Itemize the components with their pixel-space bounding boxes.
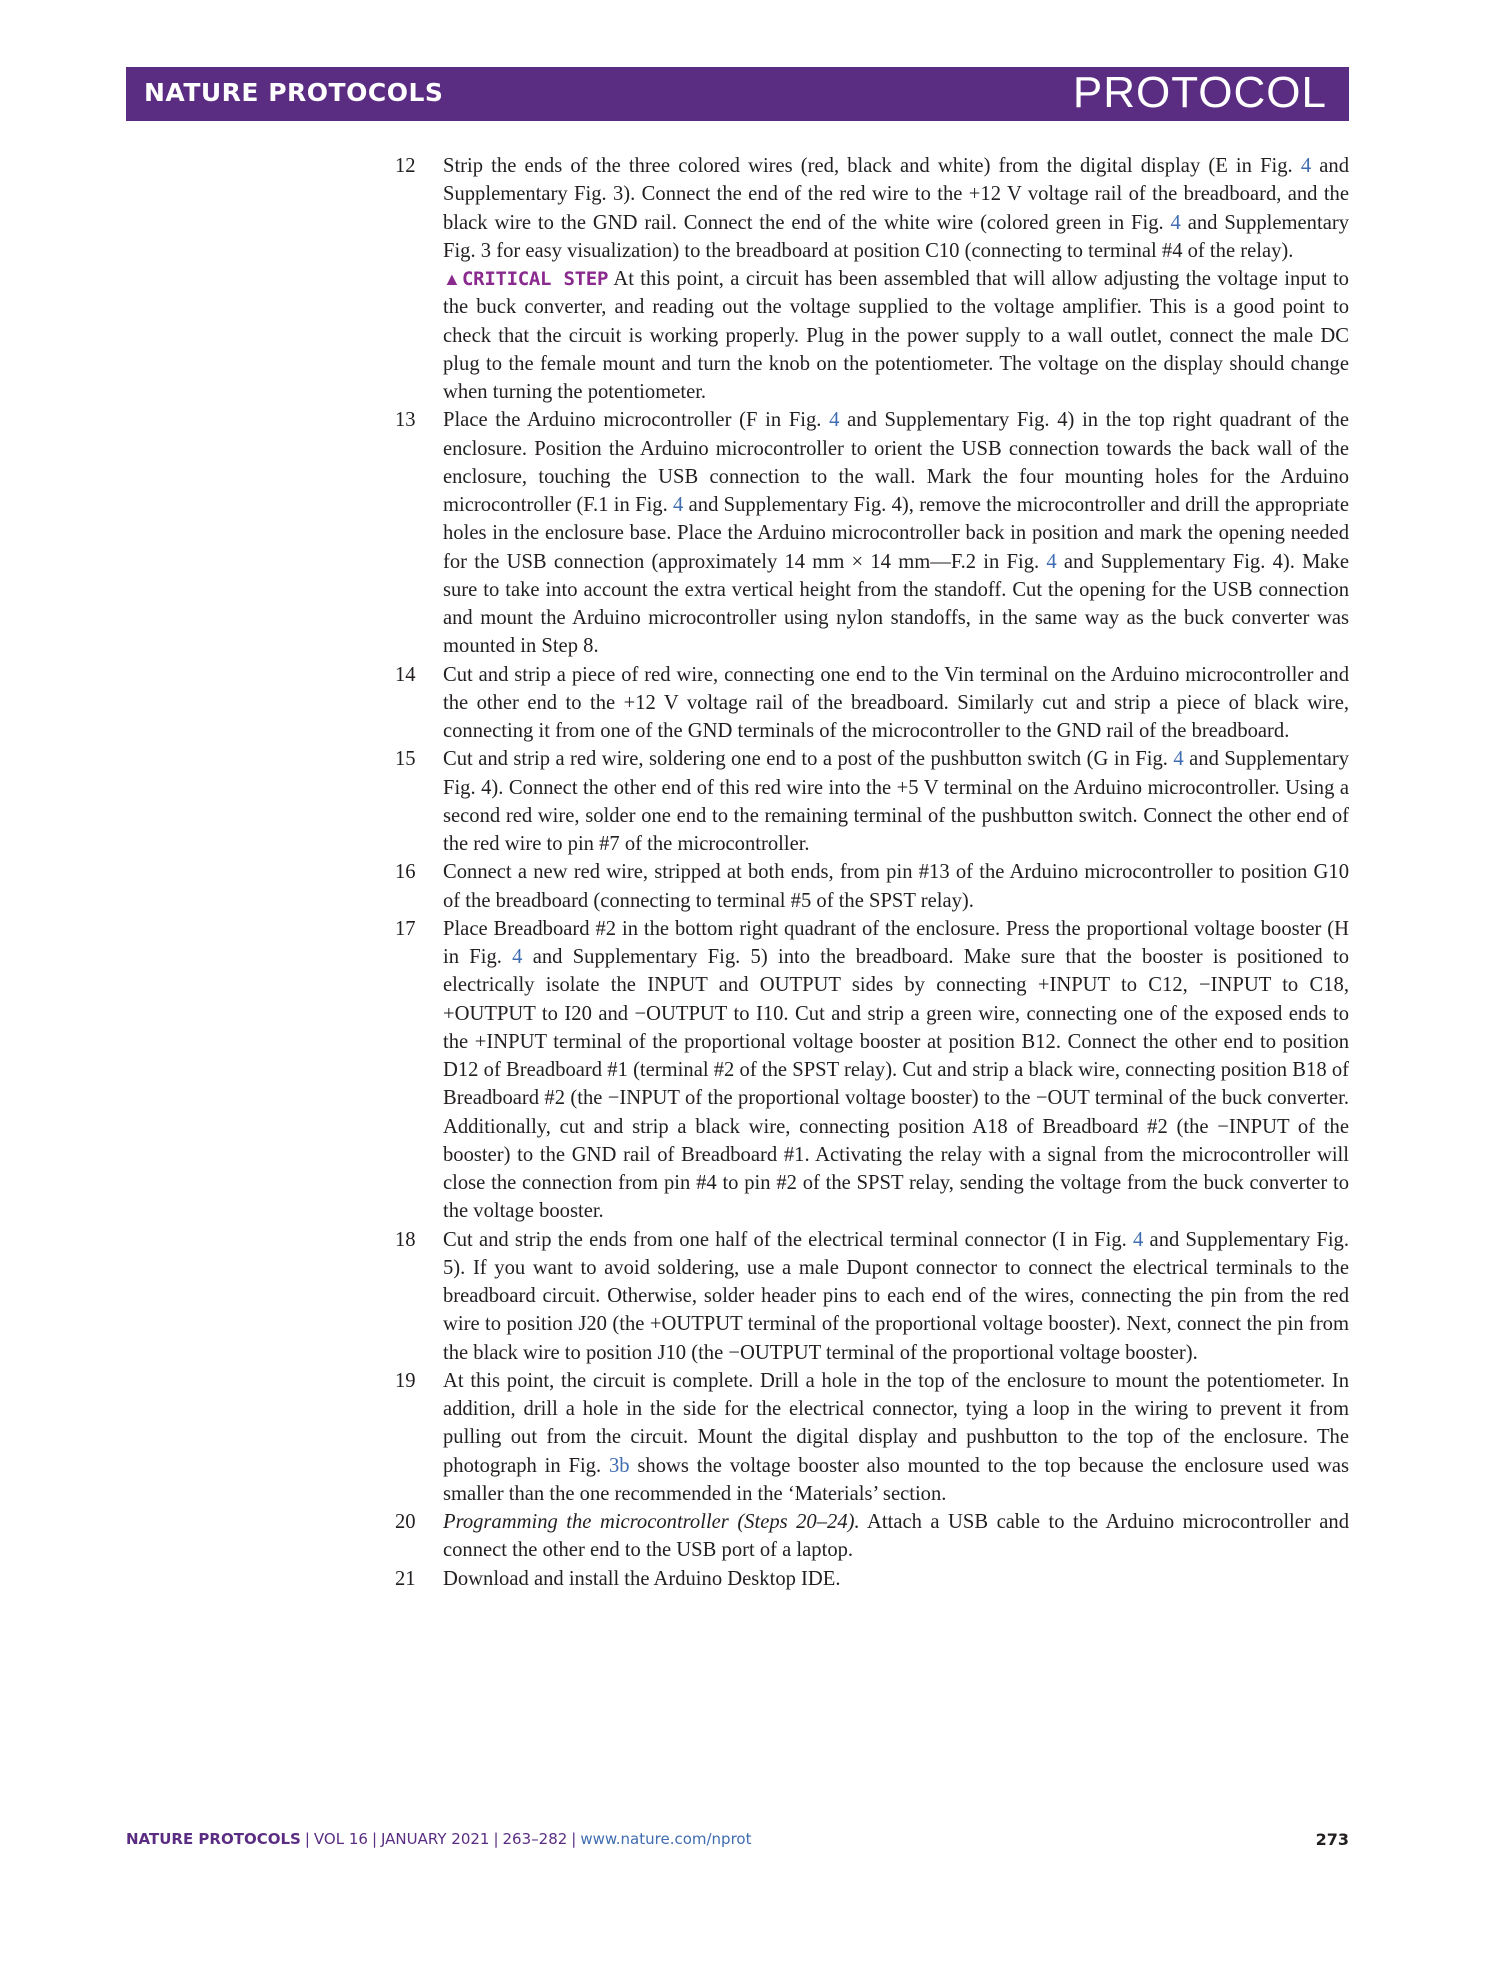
step-number: 16 <box>395 861 416 884</box>
footer-citation <box>126 1830 751 1848</box>
step-21 <box>395 1565 1349 1593</box>
critical-text: At this point, a circuit has been assembled that will allow adjusting the voltage input to the buck converter, and reading out the voltage supplied to the voltage amplifier. This is a good point to check that the circuit is working properly. Plug in the power supply to a wall outlet, connect the male DC plug to the female mount and turn the knob on the potentiometer. The voltage on the display should change when turning the potentiometer. <box>443 268 1349 403</box>
text: and Supplementary Fig. 4). Make sure to take into account the extra vertical height from the standoff. Cut the opening for the USB connection and mount the Arduino microcontroller using nylon standoffs, in the same way as the buck converter was mounted in Step 8. <box>443 550 1349 658</box>
figure-link[interactable]: 4 <box>1046 550 1057 573</box>
step-text <box>443 1226 1349 1367</box>
step-text <box>443 745 1349 858</box>
step-18 <box>395 1226 1349 1367</box>
figure-link[interactable]: 3b <box>608 1454 630 1477</box>
text: and Supplementary Fig. 5). If you want to avoid soldering, use a male Dupont connector to connect the electrical terminals to the breadboard circuit. Otherwise, solder header pins to each end of the wires, connecting the pin from the red wire to position J20 (the +OUTPUT terminal of the proportional voltage booster). Next, connect the pin from the black wire to position J10 (the −OUTPUT terminal of the proportional voltage booster). <box>443 1228 1349 1364</box>
page-number: 273 <box>1315 1830 1349 1849</box>
figure-link[interactable]: 4 <box>1133 1228 1144 1251</box>
page-footer <box>126 1830 1349 1854</box>
text: and Supplementary Fig. 4), remove the microcontroller and drill the appropriate holes in the enclosure base. Place the Arduino microcontroller back in position and mark the opening needed for the USB connection (approximately 14 mm × 14 mm—F.2 in Fig. <box>443 494 1349 573</box>
figure-link[interactable]: 4 <box>673 494 684 516</box>
step-text <box>443 661 1349 746</box>
step-number: 18 <box>395 1228 416 1251</box>
step-number: 12 <box>395 155 416 177</box>
figure-link[interactable]: 4 <box>829 409 840 432</box>
step-13 <box>395 406 1349 660</box>
critical-step-label: CRITICAL STEP <box>462 268 609 290</box>
footer-url-link[interactable]: www.nature.com/nprot <box>580 1830 752 1848</box>
step-12 <box>395 152 1349 406</box>
footer-separator: | <box>371 1830 377 1848</box>
step-17 <box>395 915 1349 1226</box>
text: Cut and strip a piece of red wire, connecting one end to the Vin terminal on the Arduino microcontroller and the other end to the +12 V voltage rail of the breadboard. Similarly cut and strip a piece of black wire, connecting it from one of the GND terminals of the microcontroller to the GND rail of the breadboard. <box>443 663 1349 742</box>
step-text <box>443 1508 1349 1565</box>
text: Cut and strip a red wire, soldering one end to a post of the pushbutton switch (G in Fig. <box>443 748 1174 771</box>
footer-date: JANUARY 2021 <box>381 1830 490 1848</box>
step-number: 17 <box>395 917 416 940</box>
footer-separator: | <box>493 1830 499 1848</box>
text: and Supplementary Fig. 4) in the top right quadrant of the enclosure. Position the Arduino microcontroller to orient the USB connection towards the back wall of the enclosure, touching the USB connection to the wall. Mark the four mounting holes for the Arduino microcontroller (F.1 in Fig. <box>443 409 1349 516</box>
header-bar <box>126 67 1349 121</box>
text: and Supplementary Fig. 4). Connect the other end of this red wire into the +5 V terminal on the Arduino microcontroller. Using a second red wire, solder one end to the remaining terminal of the pushbutton switch. Connect the other end of the red wire to pin #7 of the microcontroller. <box>443 748 1349 855</box>
step-number: 19 <box>395 1369 416 1392</box>
figure-link[interactable]: 4 <box>1170 211 1181 234</box>
text: Place Breadboard #2 in the bottom right quadrant of the enclosure. Press the proportional voltage booster (H in Fig. <box>443 917 1349 968</box>
step-text <box>443 858 1349 915</box>
procedure-steps <box>395 152 1349 1593</box>
step-text <box>443 152 1349 265</box>
text: shows the voltage booster also mounted to the top because the enclosure used was smaller than the one recommended in the ‘Materials’ section. <box>443 1454 1349 1505</box>
step-number: 13 <box>395 409 416 432</box>
step-number: 20 <box>395 1511 416 1533</box>
footer-journal: NATURE PROTOCOLS <box>126 1830 301 1848</box>
text: Download and install the Arduino Desktop IDE. <box>443 1567 841 1590</box>
critical-step-note <box>443 265 1349 406</box>
text: Place the Arduino microcontroller (F in Fig. <box>443 409 830 432</box>
step-number: 15 <box>395 748 416 771</box>
footer-separator: | <box>571 1830 577 1848</box>
text: Attach a USB cable to the Arduino microcontroller and connect the other end to the USB port of a laptop. <box>443 1511 1349 1562</box>
step-14 <box>395 661 1349 746</box>
footer-volume: VOL 16 <box>313 1830 368 1848</box>
section-heading: Programming the microcontroller (Steps 20–24). <box>443 1511 860 1533</box>
step-text <box>443 915 1349 1226</box>
text: and Supplementary Fig. 3). Connect the end of the red wire to the +12 V voltage rail of the breadboard, and the black wire to the GND rail. Connect the end of the white wire (colored green in Fig. <box>443 155 1349 234</box>
figure-link[interactable]: 4 <box>1300 155 1312 177</box>
step-15 <box>395 745 1349 858</box>
text: Strip the ends of the three colored wires (red, black and white) from the digital display (E in Fig. <box>443 155 1301 177</box>
footer-pages: 263–282 <box>502 1830 568 1848</box>
step-text <box>443 1565 1349 1593</box>
step-number: 21 <box>395 1567 416 1590</box>
step-19 <box>395 1367 1349 1508</box>
article-type: PROTOCOL <box>1072 68 1327 117</box>
text: Connect a new red wire, stripped at both ends, from pin #13 of the Arduino microcontroller to position G10 of the breadboard (connecting to terminal #5 of the SPST relay). <box>443 861 1349 912</box>
step-number: 14 <box>395 663 416 686</box>
footer-separator: | <box>304 1830 310 1848</box>
text: and Supplementary Fig. 3 for easy visualization) to the breadboard at position C10 (connecting to terminal #4 of the relay). <box>443 211 1349 262</box>
step-20 <box>395 1508 1349 1565</box>
text: Cut and strip the ends from one half of the electrical terminal connector (I in Fig. <box>443 1228 1134 1251</box>
text: At this point, the circuit is complete. Drill a hole in the top of the enclosure to mount the potentiometer. In addition, drill a hole in the side for the electrical connector, tying a loop in the wiring to prevent it from pulling out from the circuit. Mount the digital display and pushbutton to the top of the enclosure. The photograph in Fig. <box>443 1369 1349 1477</box>
step-16 <box>395 858 1349 915</box>
step-text <box>443 406 1349 660</box>
figure-link[interactable]: 4 <box>512 946 523 968</box>
step-text <box>443 1367 1349 1508</box>
text: and Supplementary Fig. 5) into the breadboard. Make sure that the booster is positioned to electrically isolate the INPUT and OUTPUT sides by connecting +INPUT to C12, −INPUT to C18, +OUTPUT to I20 and −OUTPUT to I10. Cut and strip a green wire, connecting one of the exposed ends to the +INPUT terminal of the proportional voltage booster at position B12. Connect the other end to position D12 of Breadboard #1 (terminal #2 of the SPST relay). Cut and strip a black wire, connecting position B18 of Breadboard #2 (the −INPUT of the proportional voltage booster) to the −OUT terminal of the buck converter. Additionally, cut and strip a black wire, connecting position A18 of Breadboard #2 (the −INPUT of the booster) to the GND rail of Breadboard #1. Activating the relay with a signal from the microcontroller will close the connection from pin #4 to pin #2 of the SPST relay, sending the voltage from the buck converter to the voltage booster. <box>443 946 1349 1223</box>
critical-triangle-icon: ▲ <box>443 269 463 289</box>
journal-name: NATURE PROTOCOLS <box>144 78 444 107</box>
figure-link[interactable]: 4 <box>1173 748 1184 771</box>
